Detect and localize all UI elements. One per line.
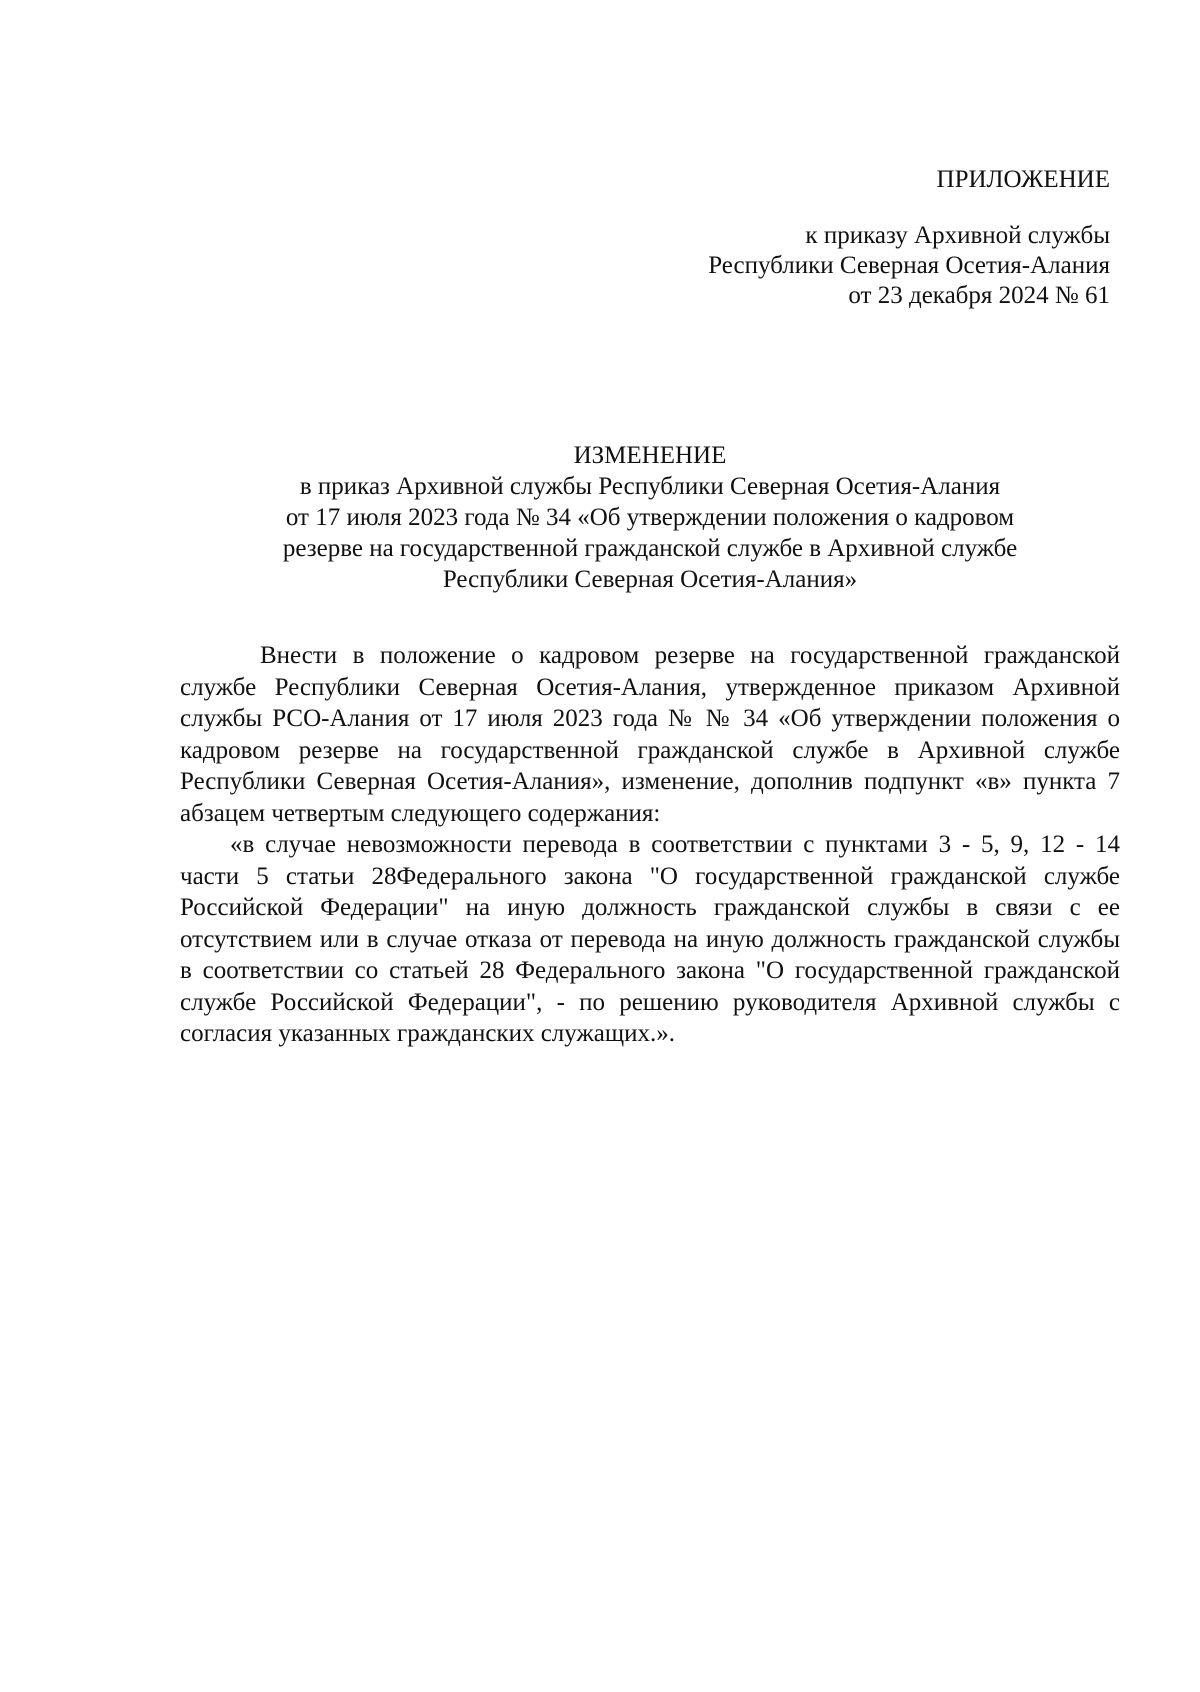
document-subtitle [180,471,1120,595]
document-title: ИЗМЕНЕНИЕ [573,442,727,469]
subtitle-line: резерве на государственной гражданской службе в Архивной службе [282,535,1018,562]
document-heading [180,440,1120,595]
body-paragraph-1: Внести в положение о кадровом резерве на государственной гражданской службе Республики Северная Осетия-Алания, утвержденное приказом Архивной службы РСО-Алания от 17 июля 2023 года № № 34 «Об утверждении положения о кадровом резерве на государственной гражданской службе в Архивной службе Республики Северная Осетия-Алания», изменение, дополнив подпункт «в» пункта 7 абзацем четвертым следующего содержания: [180,642,1120,827]
appendix-ref-line: от 23 декабря 2024 № 61 [848,282,1110,309]
appendix-title: ПРИЛОЖЕНИЕ [936,166,1110,193]
body-paragraph-2: «в случае невозможности перевода в соответствии с пунктами 3 - 5, 9, 12 - 14 части 5 статьи 28Федерального закона "О государственной гражданской службе Российской Федерации" на иную должность гражданской службы в связи с ее отсутствием или в случае отказа от перевода на иную должность гражданской службы в соответствии со статьей 28 Федерального закона "О государственной гражданской службе Российской Федерации", - по решению руководителя Архивной службы с согласия указанных гражданских служащих.». [180,831,1120,1047]
appendix-ref-line: Республики Северная Осетия-Алания [708,252,1110,279]
appendix-reference [410,221,1110,311]
appendix-header [410,165,1110,311]
subtitle-line: от 17 июля 2023 года № 34 «Об утверждении положения о кадровом [285,504,1015,531]
subtitle-line: Республики Северная Осетия-Алания» [442,566,858,593]
appendix-ref-line: к приказу Архивной службы [805,222,1110,249]
subtitle-line: в приказ Архивной службы Республики Северная Осетия-Алания [299,473,1001,500]
document-body [180,640,1120,1050]
